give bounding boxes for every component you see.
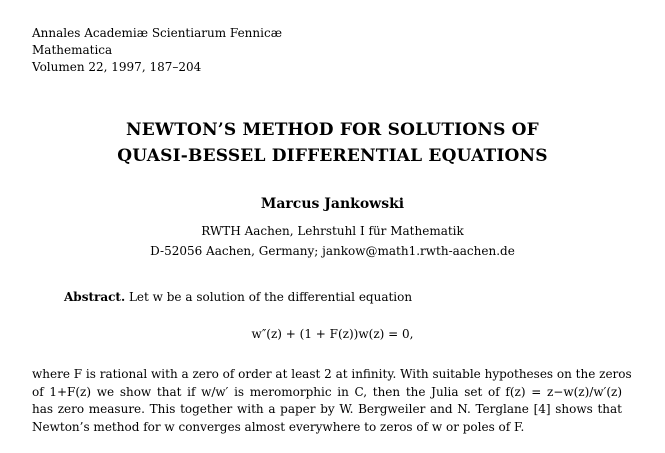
title-line-2: QUASI-BESSEL DIFFERENTIAL EQUATIONS xyxy=(117,146,548,166)
affiliation-line-1: RWTH Aachen, Lehrstuhl I für Mathematik xyxy=(201,224,464,238)
abstract-body xyxy=(32,366,632,436)
abstract-intro xyxy=(64,290,412,304)
affiliation-line-2: D-52056 Aachen, Germany; jankow@math1.rwth-aachen.de xyxy=(150,244,515,258)
abstract-label: Abstract. xyxy=(64,290,126,304)
journal-section: Mathematica xyxy=(32,43,113,57)
author-affiliation xyxy=(0,221,665,261)
title-line-1: NEWTON’S METHOD FOR SOLUTIONS OF xyxy=(126,120,539,140)
abstract-body-line: where F is rational with a zero of order at least 2 at infinity. With suitable hypotheses on the zeros xyxy=(32,367,632,381)
abstract-body-line: of 1+F(z) we show that if w/w′ is meromorphic in C, then the Julia set of f(z) = z−w(z)/w′(z) xyxy=(32,384,622,399)
differential-equation: w″(z) + (1 + F(z))w(z) = 0, xyxy=(251,327,414,341)
journal-name: Annales Academiæ Scientiarum Fennicæ xyxy=(32,26,282,40)
author-name: Marcus Jankowski xyxy=(260,196,405,212)
abstract-body-line: Newton’s method for w converges almost everywhere to zeros of w or poles of F. xyxy=(32,419,525,434)
paper-title xyxy=(0,117,665,169)
abstract-intro-text: Let w be a solution of the differential equation xyxy=(128,290,413,304)
journal-header xyxy=(32,25,282,76)
journal-volume: Volumen 22, 1997, 187–204 xyxy=(32,60,202,74)
abstract-body-line: has zero measure. This together with a paper by W. Bergweiler and N. Terglane [4] shows that xyxy=(32,402,622,416)
